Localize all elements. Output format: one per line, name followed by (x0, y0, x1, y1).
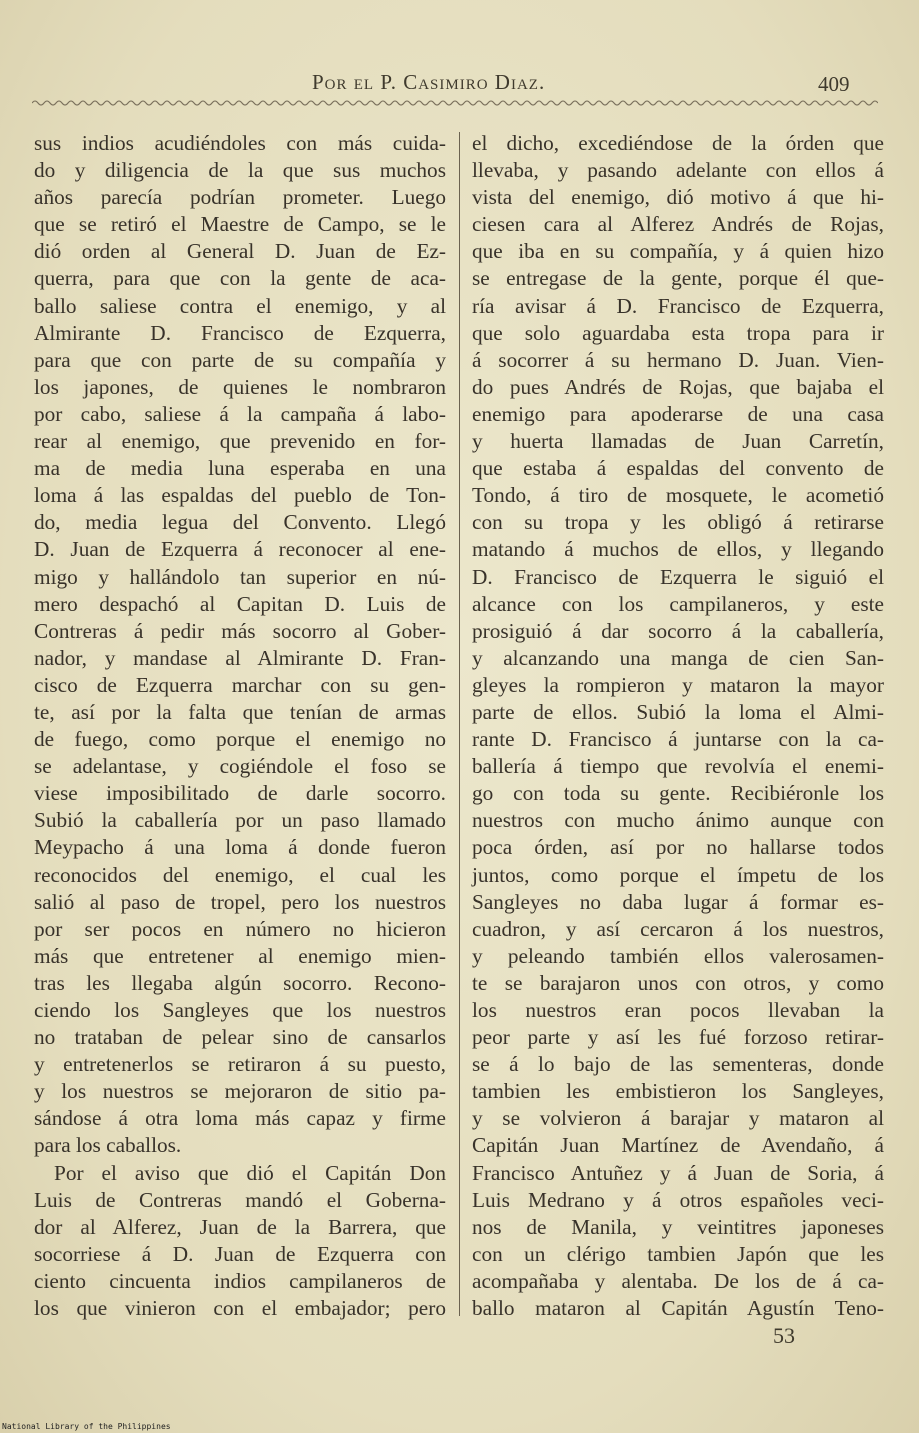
column-divider (459, 132, 460, 1316)
text-line: y peleando también ellos valerosamen- (472, 943, 884, 968)
text-line: tras les llegaba algún socorro. Recono- (34, 970, 446, 995)
running-head (0, 70, 919, 100)
text-line: loma á las espaldas del pueblo de Ton- (34, 483, 446, 508)
text-line: más que entretener al enemigo mien- (34, 943, 446, 968)
text-line: gleyes la rompieron y mataron la mayor (472, 672, 884, 697)
text-line: y huerta llamadas de Juan Carretín, (472, 429, 884, 454)
text-line: se adelantase, y cogiéndole el foso se (34, 754, 446, 779)
text-line: rante D. Francisco á juntarse con la ca- (472, 727, 884, 752)
page-number: 409 (818, 72, 850, 96)
right-text-column (472, 130, 884, 1322)
text-line: á socorrer á su hermano D. Juan. Vien- (472, 347, 884, 372)
text-line: dor al Alferez, Juan de la Barrera, que (34, 1214, 446, 1239)
text-line: reconocidos del enemigo, el cual les (34, 862, 446, 887)
text-line: Luis Medrano y á otros españoles veci- (472, 1187, 884, 1212)
text-line: con su tropa y les obligó á retirarse (472, 510, 884, 535)
text-line: parte de ellos. Subió la loma el Almi- (472, 699, 884, 724)
text-line: ma de media luna esperaba en una (34, 456, 446, 481)
text-line: Almirante D. Francisco de Ezquerra, (34, 320, 446, 345)
text-line: y alcanzando una manga de cien San- (472, 645, 884, 670)
text-line: ballo saliese contra el enemigo, y al (34, 293, 446, 318)
text-line: ballo mataron al Capitán Agustín Teno- (472, 1296, 884, 1321)
text-line: nos de Manila, y veintitres japoneses (472, 1214, 884, 1239)
text-line: ciendo los Sangleyes que los nuestros (34, 998, 446, 1022)
text-line: te, así por la falta que tenían de armas (34, 699, 446, 724)
text-line: Francisco Antuñez y á Juan de Soria, á (472, 1160, 884, 1185)
running-title: Por el P. Casimiro Diaz. (312, 70, 546, 94)
header-ornamental-rule (32, 98, 878, 108)
text-line: años parecía podrían prometer. Luego (34, 185, 446, 210)
left-text-column (34, 130, 446, 1322)
text-line: Contreras á pedir más socorro al Gober- (34, 618, 446, 643)
text-line: y los nuestros se mejoraron de sitio pa- (34, 1079, 446, 1104)
text-line: de fuego, como porque el enemigo no (34, 727, 446, 752)
text-line: juntos, como porque el ímpetu de los (472, 862, 884, 887)
text-line: Capitán Juan Martínez de Avendaño, á (472, 1133, 884, 1158)
text-line: no trataban de pelear sino de cansarlos (34, 1025, 446, 1050)
text-line: sándose á otra loma más capaz y firme (34, 1106, 446, 1131)
text-line: ciento cincuenta indios campilaneros de (34, 1268, 446, 1293)
text-line: para los caballos. (34, 1133, 182, 1158)
text-line: mero despachó al Capitan D. Luis de (34, 591, 446, 616)
text-line: peor parte y así les fué forzoso retirar- (472, 1025, 884, 1050)
text-line: do pues Andrés de Rojas, que bajaba el (472, 374, 884, 399)
text-line: tambien les embistieron los Sangleyes, (472, 1079, 884, 1104)
text-line: Sangleyes no daba lugar á formar es- (472, 889, 884, 914)
text-line: viese imposibilitado de darle socorro. (34, 781, 446, 806)
text-line: go con toda su gente. Recibiéronle los (472, 781, 884, 806)
text-line: Subió la caballería por un paso llamado (34, 808, 446, 833)
text-line: matando á muchos de ellos, y llegando (472, 537, 884, 562)
text-line: los nuestros eran pocos llevaban la (472, 998, 884, 1022)
text-line: por ser pocos en número no hicieron (34, 916, 446, 941)
text-line: querra, para que con la gente de aca- (34, 266, 446, 291)
signature-mark: 53 (773, 1323, 795, 1348)
text-line: D. Juan de Ezquerra á reconocer al ene- (34, 537, 446, 562)
text-line: vista del enemigo, dió motivo á que hi- (472, 185, 884, 210)
text-line: cuadron, y así cercaron á los nuestros, (472, 916, 884, 941)
text-line: que iba en su compañía, y á quien hizo (472, 239, 884, 264)
text-line: do y diligencia de la que sus muchos (34, 158, 446, 183)
text-line: Meypacho á una loma á donde fueron (34, 835, 446, 860)
text-line: acompañaba y alentaba. De los de á ca- (472, 1268, 884, 1293)
text-line: los japones, de quienes le nombraron (34, 374, 446, 399)
text-line: dió orden al General D. Juan de Ez- (34, 239, 446, 264)
text-line: socorriese á D. Juan de Ezquerra con (34, 1241, 446, 1266)
text-line: que solo aguardaba esta tropa para ir (472, 320, 884, 345)
text-line: Luis de Contreras mandó el Goberna- (34, 1187, 446, 1212)
text-line: salió al paso de tropel, pero los nuestros (34, 889, 446, 914)
text-line: poca órden, así por no hallarse todos (472, 835, 884, 860)
text-line: nador, y mandase al Almirante D. Fran- (34, 645, 446, 670)
text-line: ría avisar á D. Francisco de Ezquerra, (472, 293, 884, 318)
text-line: el dicho, excediéndose de la órden que (472, 131, 884, 155)
text-line: D. Francisco de Ezquerra le siguió el (472, 564, 884, 589)
text-line: se á lo bajo de las sementeras, donde (472, 1052, 884, 1077)
text-line: Por el aviso que dió el Capitán Don (54, 1160, 446, 1185)
text-line: por cabo, saliese á la campaña á labo- (34, 401, 446, 426)
text-line: prosiguió á dar socorro á la caballería, (472, 618, 884, 643)
text-line: nuestros con mucho ánimo aunque con (472, 808, 884, 833)
text-line: do, media legua del Convento. Llegó (34, 510, 446, 535)
digitization-credit: National Library of the Philippines (2, 1422, 171, 1431)
text-line: y se volvieron á barajar y mataron al (472, 1106, 884, 1131)
text-line: sus indios acudiéndoles con más cuida- (34, 131, 446, 155)
text-line: los que vinieron con el embajador; pero (34, 1296, 446, 1321)
text-line: alcance con los campilaneros, y este (472, 591, 884, 616)
text-line: para que con parte de su compañía y (34, 347, 446, 372)
text-line: que se retiró el Maestre de Campo, se le (34, 212, 446, 237)
text-line: ballería á tiempo que revolvía el enemi- (472, 754, 884, 779)
text-line: se entregase de la gente, porque él que- (472, 266, 884, 291)
text-line: ciesen cara al Alferez Andrés de Rojas, (472, 212, 884, 237)
text-line: cisco de Ezquerra marchar con su gen- (34, 672, 446, 697)
text-line: rear al enemigo, que prevenido en for- (34, 429, 446, 454)
text-line: Tondo, á tiro de mosquete, le acometió (472, 483, 884, 508)
text-line: con un clérigo tambien Japón que les (472, 1241, 884, 1266)
text-line: llevaba, y pasando adelante con ellos á (472, 158, 884, 183)
text-line: que estaba á espaldas del convento de (472, 456, 884, 481)
text-line: enemigo para apoderarse de una casa (472, 401, 884, 426)
text-line: y entretenerlos se retiraron á su puesto, (34, 1052, 446, 1077)
text-line: te se barajaron unos con otros, y como (472, 970, 884, 995)
text-line: migo y hallándolo tan superior en nú- (34, 564, 446, 589)
